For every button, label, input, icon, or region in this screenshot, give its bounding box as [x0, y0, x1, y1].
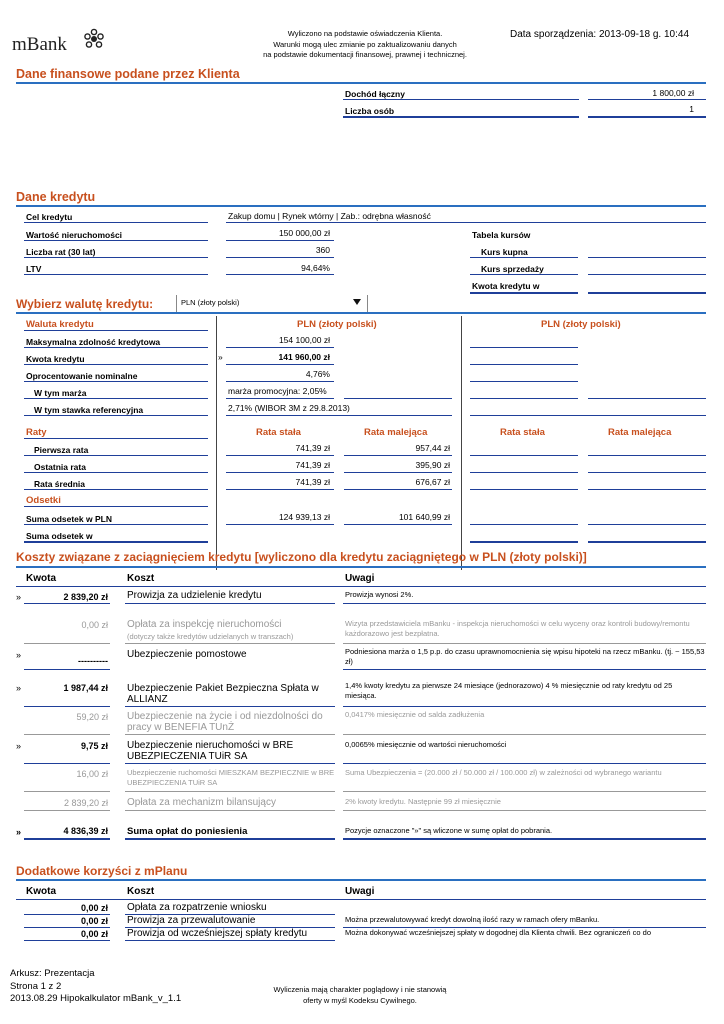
underline: [344, 489, 452, 490]
benefits-header-cost: Koszt: [127, 886, 155, 897]
benefit-note: Można dokonywać wcześniejszej spłaty w dogodnej dla Klienta chwili. Bez ograniczeń co do: [345, 928, 651, 937]
buy-rate-label: Kurs kupna: [481, 247, 528, 257]
underline: [24, 541, 208, 543]
fixed-rate-header-2: Rata stała: [500, 427, 545, 438]
total-cost-name: Suma opłat do poniesienia: [127, 826, 248, 837]
underline: [125, 838, 335, 840]
cost-amount: 59,20 zł: [76, 712, 108, 722]
underline: [125, 734, 335, 735]
cost-note: 2% kwoty kredytu. Następnie 99 zł miesięcznie: [345, 797, 501, 806]
underline: [24, 381, 208, 382]
underline: [24, 222, 208, 223]
costs-header-notes: Uwagi: [345, 573, 375, 584]
total-cost-note: Pozycje oznaczone "»" są wliczone w sumę opłat do pobrania.: [345, 826, 553, 835]
nominal-rate-value: 4,76%: [305, 369, 330, 379]
cost-amount: 2 839,20 zł: [63, 798, 108, 808]
underline: [344, 398, 452, 399]
dropdown-arrow-icon[interactable]: [353, 299, 361, 305]
cost-amount: 9,75 zł: [80, 741, 108, 751]
ltv-value: 94,64%: [301, 263, 330, 273]
underline: [24, 669, 110, 670]
underline: [343, 669, 706, 670]
underline: [226, 472, 334, 473]
underline: [588, 274, 706, 275]
underline: [125, 791, 335, 792]
margin-value: marża promocyjna: 2,05%: [228, 386, 327, 396]
column-currency-2: PLN (złoty polski): [541, 319, 621, 330]
underline: [588, 455, 706, 456]
underline: [588, 472, 706, 473]
cost-name: Ubezpieczenie ruchomości MIESZKAM BEZPIECZNIE w BRE UBEZPIECZENIA TUiR SA: [127, 768, 335, 787]
underline: [226, 257, 334, 258]
included-marker: »: [16, 741, 22, 751]
underline: [343, 791, 706, 792]
underline: [588, 257, 706, 258]
section-divider: [16, 312, 706, 314]
benefit-name: Prowizja od wcześniejszej spłaty kredytu: [127, 928, 308, 939]
underline: [125, 643, 335, 644]
included-marker: »: [218, 352, 223, 362]
underline: [24, 706, 110, 707]
underline: [24, 398, 208, 399]
underline: [24, 489, 208, 490]
underline: [24, 940, 110, 941]
notice-line-2: Warunki mogą ulec zmianie po zaktualizowaniu danych: [273, 39, 457, 49]
costs-header-cost: Koszt: [127, 573, 155, 584]
last-installment-fixed: 741,39 zł: [295, 460, 330, 470]
underline: [343, 116, 579, 118]
cost-note: 0,0065% miesięcznie od wartości nieruchomości: [345, 740, 507, 749]
underline: [125, 706, 335, 707]
page-number: Strona 1 z 2: [10, 980, 62, 992]
underline: [24, 838, 110, 840]
included-marker: »: [16, 650, 22, 660]
cost-name: Ubezpieczenie na życie i od niezdolności do pracy w BENEFIA TUnŻ: [127, 711, 323, 733]
underline: [343, 763, 706, 764]
underline: [343, 603, 706, 604]
purpose-value: Zakup domu | Rynek wtórny | Zab.: odrębna własność: [228, 211, 431, 221]
underline: [343, 706, 706, 707]
decreasing-rate-header-1: Rata malejąca: [364, 427, 428, 438]
cost-amount: ----------: [78, 656, 108, 666]
underline: [24, 415, 208, 416]
sell-rate-label: Kurs sprzedaży: [481, 264, 544, 274]
underline: [470, 524, 578, 525]
underline: [226, 347, 334, 348]
underline: [226, 489, 334, 490]
underline: [343, 734, 706, 735]
included-marker: »: [16, 827, 22, 837]
underline: [470, 292, 578, 294]
cost-amount: 1 987,44 zł: [63, 683, 108, 693]
interest-sum-fixed: 124 939,13 zł: [278, 512, 330, 522]
interest-sum-decreasing: 101 640,99 zł: [398, 512, 450, 522]
benefits-header-notes: Uwagi: [345, 886, 375, 897]
last-installment-label: Ostatnia rata: [34, 462, 86, 472]
underline: [470, 489, 578, 490]
benefit-amount: 0,00 zł: [80, 916, 108, 926]
installments-label: Liczba rat (30 lat): [26, 247, 96, 257]
credit-data-title: Dane kredytu: [16, 190, 96, 204]
currency-select-label: Wybierz walutę kredytu:: [16, 297, 154, 311]
underline: [24, 506, 208, 507]
underline: [125, 810, 335, 811]
underline: [226, 274, 334, 275]
fixed-rate-header-1: Rata stała: [256, 427, 301, 438]
benefits-title: Dodatkowe korzyści z mPlanu: [16, 864, 188, 878]
underline: [588, 116, 706, 118]
cost-name: Ubezpieczenie Pakiet Bezpieczna Spłata w ALLIANZ: [127, 683, 319, 705]
max-capacity-value: 154 100,00 zł: [278, 335, 330, 345]
underline: [470, 257, 578, 258]
loan-amount-label: Kwota kredytu: [26, 354, 85, 364]
underline: [24, 524, 208, 525]
underline: [24, 347, 208, 348]
underline: [24, 257, 208, 258]
cost-name: Ubezpieczenie nieruchomości w BRE UBEZPIECZENIA TUiR SA: [127, 740, 294, 762]
property-value: 150 000,00 zł: [278, 228, 330, 238]
underline: [226, 222, 706, 223]
disclaimer-line-1: Wyliczenia mają charakter poglądowy i nie stanowią: [273, 985, 447, 994]
underline: [470, 415, 706, 416]
cost-name: Ubezpieczenie pomostowe: [127, 649, 247, 660]
cost-note: Podniesiona marża o 1,5 p.p. do czasu uprawnomocnienia się wpisu hipoteki na rzecz mBanku. (tj. ~ 155,53 zł): [345, 647, 705, 666]
underline: [343, 810, 706, 811]
benefit-amount: 0,00 zł: [80, 929, 108, 939]
header-notice: [240, 29, 490, 61]
underline: [470, 472, 578, 473]
cost-note: Wizyta przedstawiciela mBanku - inspekcja nieruchomości w celu wyceny oraz kontroli budowy/remontu każdorazowo jest bezpłatna.: [345, 619, 690, 638]
section-divider: [16, 879, 706, 881]
underline: [24, 240, 208, 241]
underline: [24, 274, 208, 275]
section-divider: [16, 205, 706, 207]
underline: [24, 455, 208, 456]
decreasing-rate-header-2: Rata malejąca: [608, 427, 672, 438]
underline: [226, 524, 334, 525]
underline: [343, 838, 706, 840]
underline: [470, 364, 578, 365]
cost-name: Opłata za inspekcję nieruchomości: [127, 619, 282, 630]
underline: [470, 398, 578, 399]
underline: [588, 398, 706, 399]
client-financials-title: Dane finansowe podane przez Klienta: [16, 67, 240, 81]
section-divider: [16, 82, 706, 84]
underline: [470, 455, 578, 456]
underline: [344, 455, 452, 456]
included-marker: »: [16, 683, 22, 693]
underline: [470, 541, 578, 543]
underline: [24, 364, 208, 365]
underline: [344, 524, 452, 525]
underline: [588, 292, 706, 294]
logo-text: mBank: [12, 34, 67, 55]
underline: [226, 398, 334, 399]
disclaimer-line-2: oferty w myśl Kodeksu Cywilnego.: [303, 996, 417, 1005]
benefits-header-amount: Kwota: [26, 886, 56, 897]
section-divider: [16, 566, 706, 568]
underline: [24, 643, 110, 644]
underline: [226, 415, 452, 416]
underline: [125, 603, 335, 604]
underline: [24, 914, 110, 915]
underline: [343, 99, 579, 100]
notice-line-3: na podstawie dokumentacji finansowej, prawnej i technicznej.: [263, 50, 467, 59]
footer-disclaimer: [240, 984, 480, 1006]
underline: [226, 381, 334, 382]
loan-amount-value: 141 960,00 zł: [278, 352, 330, 362]
currency-header: Waluta kredytu: [26, 319, 94, 330]
underline: [24, 791, 110, 792]
underline: [24, 734, 110, 735]
underline: [16, 899, 706, 900]
column-divider: [461, 316, 462, 570]
loan-amount-currency-label: Kwota kredytu w: [472, 281, 540, 291]
margin-label: W tym marża: [34, 388, 87, 398]
persons-value: 1: [689, 104, 694, 114]
benefit-name: Prowizja za przewalutowanie: [127, 915, 256, 926]
benefit-amount: 0,00 zł: [80, 903, 108, 913]
nominal-rate-label: Oprocentowanie nominalne: [26, 371, 138, 381]
underline: [226, 364, 334, 365]
underline: [344, 472, 452, 473]
underline: [588, 524, 706, 525]
cost-subnote: (dotyczy także kredytów udzielanych w transzach): [127, 632, 294, 641]
underline: [588, 489, 706, 490]
underline: [16, 586, 706, 587]
underline: [226, 455, 334, 456]
underline: [226, 240, 334, 241]
reference-rate-value: 2,71% (WIBOR 3M z 29.8.2013): [228, 403, 350, 413]
interest-sum-currency-label: Suma odsetek w: [26, 531, 93, 541]
max-capacity-label: Maksymalna zdolność kredytowa: [26, 337, 161, 347]
interest-header: Odsetki: [26, 495, 61, 506]
installments-value: 360: [315, 245, 330, 255]
last-installment-decreasing: 395,90 zł: [415, 460, 450, 470]
income-label: Dochód łączny: [345, 89, 405, 99]
purpose-label: Cel kredytu: [26, 212, 73, 222]
cost-note: Suma Ubezpieczenia = (20.000 zł / 50.000 zł / 100.000 zł) w zależności od wybranego wariantu: [345, 768, 662, 777]
notice-line-1: Wyliczono na podstawie oświadczenia Klienta.: [287, 29, 443, 38]
average-installment-fixed: 741,39 zł: [295, 477, 330, 487]
cost-name: Prowizja za udzielenie kredytu: [127, 590, 262, 601]
cost-amount: 0,00 zł: [81, 620, 108, 630]
underline: [24, 330, 208, 331]
rates-table-title: Tabela kursów: [472, 230, 531, 240]
mbank-logo: [12, 28, 107, 56]
underline: [24, 810, 110, 811]
creation-date: Data sporządzenia: 2013-09-18 g. 10:44: [510, 29, 690, 40]
currency-selected-value: PLN (złoty polski): [181, 298, 240, 307]
cost-note: 1,4% kwoty kredytu za pierwsze 24 miesiące (jednorazowo) 4 % miesięcznie od raty kredytu od 25 miesiąca.: [345, 681, 673, 700]
ltv-label: LTV: [26, 264, 42, 274]
benefit-note: Można przewalutowywać kredyt dowolną ilość razy w ramach ofery mBanku.: [345, 915, 600, 924]
cost-name: Opłata za mechanizm bilansujący: [127, 797, 276, 808]
underline: [470, 274, 578, 275]
underline: [588, 541, 706, 543]
first-installment-decreasing: 957,44 zł: [415, 443, 450, 453]
currency-dropdown[interactable]: [176, 295, 368, 312]
average-installment-decreasing: 676,67 zł: [415, 477, 450, 487]
underline: [588, 99, 706, 100]
income-value: 1 800,00 zł: [652, 88, 694, 98]
installments-header: Raty: [26, 427, 47, 438]
reference-rate-label: W tym stawka referencyjna: [34, 405, 144, 415]
cost-note: Prowizja wynosi 2%.: [345, 590, 414, 599]
column-currency-1: PLN (złoty polski): [297, 319, 377, 330]
footer-meta: [10, 968, 181, 1006]
first-installment-fixed: 741,39 zł: [295, 443, 330, 453]
costs-title: Koszty związane z zaciągnięciem kredytu [wyliczono dla kredytu zaciągniętego w PLN (złoty polski)]: [16, 550, 587, 564]
underline: [125, 940, 335, 941]
persons-label: Liczba osób: [345, 106, 395, 116]
underline: [24, 472, 208, 473]
underline: [470, 347, 578, 348]
sheet-name: Arkusz: Prezentacja: [10, 968, 95, 979]
underline: [24, 927, 110, 928]
underline: [470, 381, 578, 382]
logo-flower-icon: [82, 28, 106, 52]
included-marker: »: [16, 592, 22, 602]
calculator-version: 2013.08.29 Hipokalkulator mBank_v_1.1: [10, 993, 182, 1004]
underline: [24, 603, 110, 604]
underline: [125, 763, 335, 764]
cost-amount: 2 839,20 zł: [63, 592, 108, 602]
average-installment-label: Rata średnia: [34, 479, 86, 489]
cost-note: 0,0417% miesięcznie od salda zadłużenia: [345, 710, 485, 719]
first-installment-label: Pierwsza rata: [34, 445, 89, 455]
underline: [24, 438, 208, 439]
cost-amount: 16,00 zł: [76, 769, 108, 779]
interest-sum-pln-label: Suma odsetek w PLN: [26, 514, 112, 524]
benefit-name: Opłata za rozpatrzenie wniosku: [127, 902, 267, 913]
total-cost-amount: 4 836,39 zł: [63, 826, 108, 836]
costs-header-amount: Kwota: [26, 573, 56, 584]
underline: [24, 763, 110, 764]
property-value-label: Wartość nieruchomości: [26, 230, 123, 240]
column-divider: [216, 316, 217, 570]
underline: [343, 643, 706, 644]
